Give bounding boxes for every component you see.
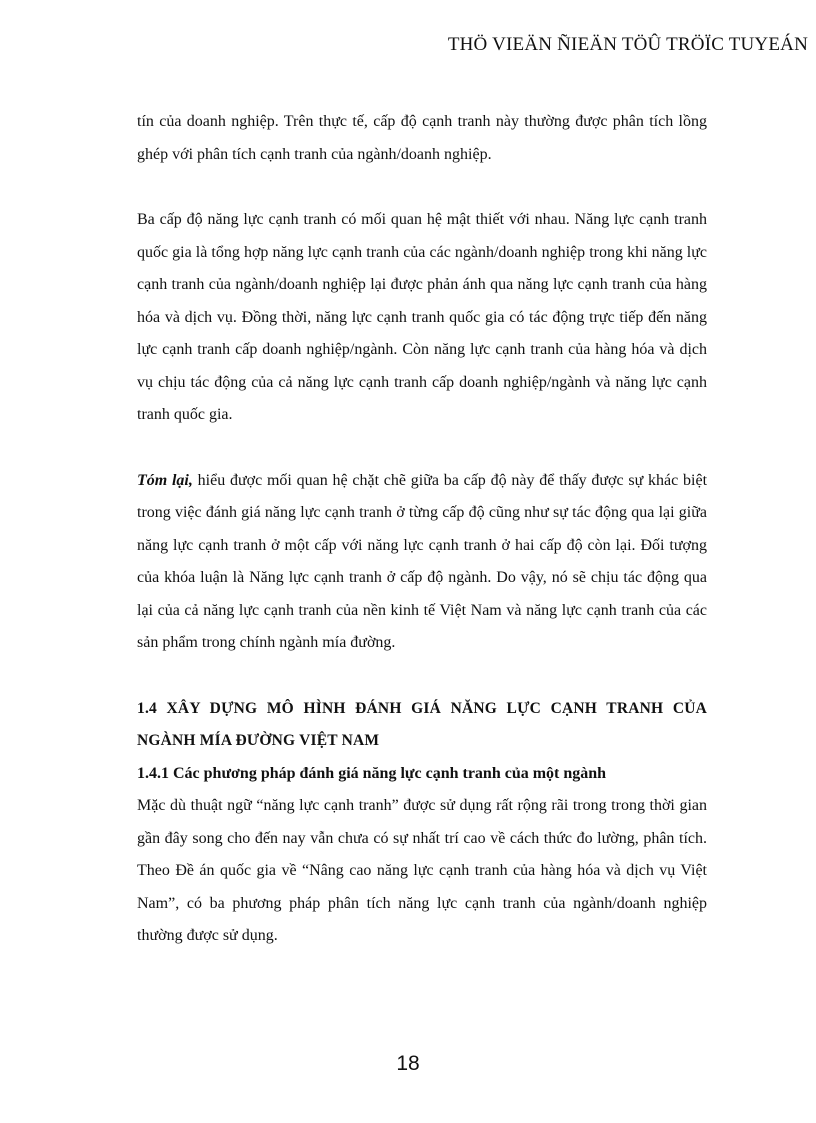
subsection-heading: 1.4.1 Các phương pháp đánh giá năng lực cạnh tranh của một ngành (137, 764, 607, 782)
paragraph-competitiveness-levels: Ba cấp độ năng lực cạnh tranh có mối quan hệ mật thiết với nhau. Năng lực cạnh tranh quốc gia là tổng hợp năng lực cạnh tranh của các ngành/doanh nghiệp trong khi năng lực cạnh tranh của ngành/doanh nghiệp lại được phản ánh qua năng lực cạnh tranh của hàng hóa và dịch vụ. Đồng thời, năng lực cạnh tranh quốc gia có tác động trực tiếp đến năng lực cạnh tranh cấp doanh nghiệp/ngành. Còn năng lực cạnh tranh của hàng hóa và dịch vụ chịu tác động của cả năng lực cạnh tranh cấp doanh nghiệp/ngành và năng lực cạnh tranh quốc gia. (137, 211, 707, 423)
summary-lead: Tóm lại, (137, 471, 193, 489)
section-heading: 1.4 XÂY DỰNG MÔ HÌNH ĐÁNH GIÁ NĂNG LỰC CẠNH TRANH CỦA NGÀNH MÍA ĐƯỜNG VIỆT NAM (137, 699, 707, 749)
paragraph-intro: tín của doanh nghiệp. Trên thực tế, cấp độ cạnh tranh này thường được phân tích lồng ghép với phân tích cạnh tranh của ngành/doanh nghiệp. (137, 113, 707, 163)
paragraph-methods: Mặc dù thuật ngữ “năng lực cạnh tranh” được sử dụng rất rộng rãi trong trong thời gian gần đây song cho đến nay vẫn chưa có sự nhất trí cao về cách thức đo lường, phân tích. Theo Đề án quốc gia về “Nâng cao năng lực cạnh tranh của hàng hóa và dịch vụ Việt Nam”, có ba phương pháp phân tích năng lực cạnh tranh của ngành/doanh nghiệp thường được sử dụng. (137, 797, 707, 944)
page-body (137, 106, 707, 953)
page-number: 18 (396, 1052, 420, 1075)
summary-text: hiểu được mối quan hệ chặt chẽ giữa ba cấp độ này để thấy được sự khác biệt trong việc đánh giá năng lực cạnh tranh ở từng cấp độ cũng như sự tác động qua lại giữa năng lực cạnh tranh ở một cấp với năng lực cạnh tranh ở hai cấp độ còn lại. Đối tượng của khóa luận là Năng lực cạnh tranh ở cấp độ ngành. Do vậy, nó sẽ chịu tác động qua lại của cả năng lực cạnh tranh của nền kinh tế Việt Nam và năng lực cạnh tranh của các sản phẩm trong chính ngành mía đường. (137, 471, 708, 651)
paragraph-summary (137, 465, 707, 660)
running-header: THÖ VIEÄN ÑIEÄN TÖÛ TRÖÏC TUYEÁN (447, 34, 808, 55)
